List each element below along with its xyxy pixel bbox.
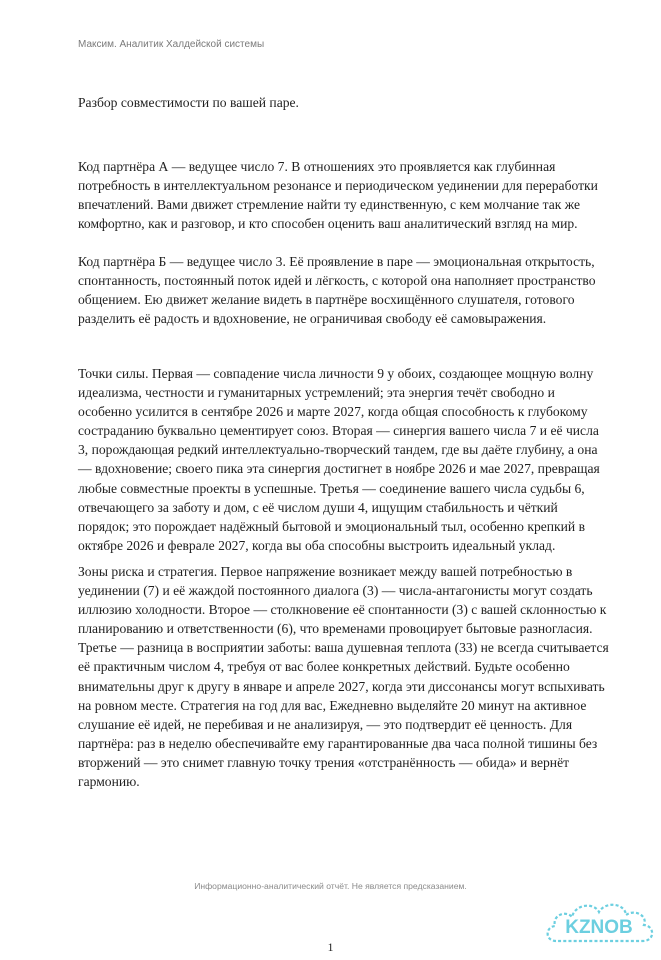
watermark-cloud-logo bbox=[542, 895, 658, 953]
paragraph-text: Код партнёра А — ведущее число 7. В отношениях это проявляется как глубинная потребность в интеллектуальном резонансе и периодическом уединении для переработки впечатлений. Вами движет стремление найти ту единственную, с кем молчание так же комфортно, как и разговор, и кто способен оценить ваш аналитический взгляд на мир. bbox=[78, 159, 598, 232]
paragraph-strengths bbox=[78, 364, 611, 555]
paragraph-risks-strategy bbox=[78, 562, 611, 791]
page-header: Максим. Аналитик Халдейской системы bbox=[78, 39, 265, 50]
page-footer: Информационно-аналитический отчёт. Не является предсказанием. bbox=[194, 881, 467, 891]
intro-text: Разбор совместимости по вашей паре. bbox=[78, 95, 299, 110]
page-number: 1 bbox=[327, 940, 334, 954]
paragraph-partner-b bbox=[78, 252, 611, 328]
paragraph-text: Код партнёра Б — ведущее число 3. Её проявление в паре — эмоциональная открытость, спонтанность, постоянный поток идей и лёгкость, с которой она наполняет пространство общением. Ею движет желание видеть в партнёре восхищённого слушателя, готового разделить её радость и вдохновение, не ограничивая свободу её самовыражения. bbox=[78, 254, 596, 327]
paragraph-text: Точки силы. Первая — совпадение числа личности 9 у обоих, создающее мощную волну идеализма, честности и гуманитарных устремлений; эта энергия течёт свободно и особенно усилится в сентябре 2026 и марте 2027, когда общая способность к глубокому состраданию буквально цементирует союз. Вторая — синергия вашего числа 7 и её числа 3, порождающая редкий интеллектуально-творческий тандем, где вы даёте глубину, а она — вдохновение; своего пика эта синергия достигнет в ноябре 2026 и мае 2027, превращая любые совместные проекты в успешные. Третья — соединение вашего числа судьбы 6, отвечающего за заботу и дом, с её числом души 4, ищущим стабильность и чёткий порядок; это порождает надёжный бытовой и эмоциональный тыл, особенно крепкий в октябре 2026 и феврале 2027, когда вы оба способны выстроить идеальный уклад. bbox=[78, 366, 600, 553]
watermark-text: KZNOB bbox=[565, 917, 633, 938]
paragraph-text: Зоны риска и стратегия. Первое напряжение возникает между вашей потребностью в уединении (7) и её жаждой постоянного диалога (3) — числа-антагонисты могут создать иллюзию холодности. Второе — столкновение её спонтанности (3) с вашей склонностью к планированию и ответственности (6), что временами провоцирует бытовые разногласия. Третье — разница в восприятии заботы: ваша душевная теплота (33) не всегда считывается её практичным числом 4, требуя от вас более конкретных действий. Будьте особенно внимательны друг к другу в январе и апреле 2027, когда эти диссонансы могут вспыхивать на ровном месте. Стратегия на год для вас, Ежедневно выделяйте 20 минут на активное слушание её идей, не перебивая и не анализируя, — это подтвердит её ценность. Для партнёра: раз в неделю обеспечивайте ему гарантированные два часа полной тишины без вторжений — это снимет главную точку трения «отстранённость — обида» и вернёт гармонию. bbox=[78, 564, 609, 790]
paragraph-partner-a bbox=[78, 157, 611, 233]
intro-line bbox=[78, 93, 611, 112]
